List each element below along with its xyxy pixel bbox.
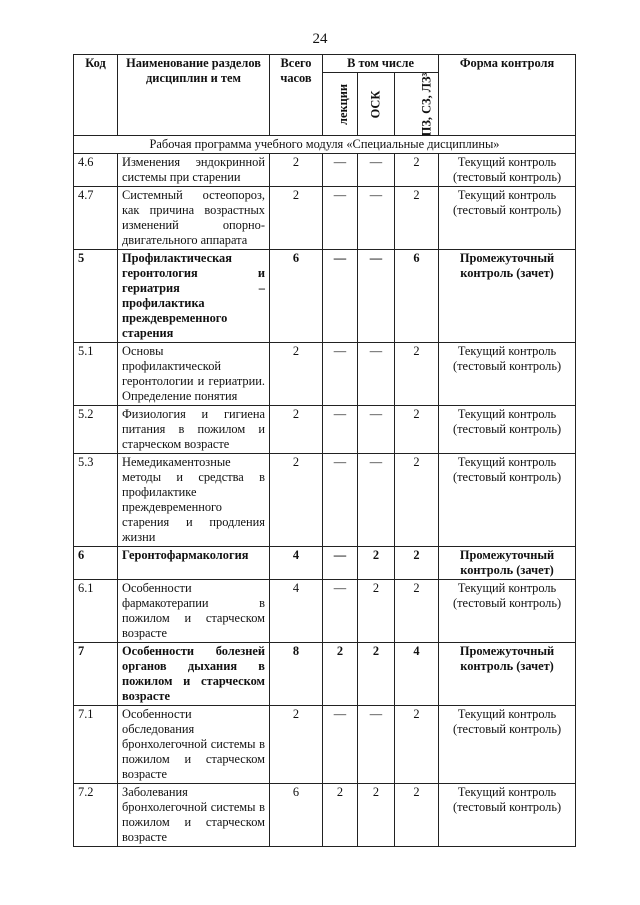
table-row [74, 250, 576, 343]
row-code: 6.1 [74, 580, 118, 643]
row-lectures: — [323, 187, 358, 250]
row-title: Особенности фармакотерапии в пожилом и старческом возрасте [118, 580, 270, 643]
row-osk: — [358, 706, 395, 784]
row-form: Текущий контроль (тестовый контроль) [439, 706, 576, 784]
row-pz: 2 [395, 187, 439, 250]
row-form: Текущий контроль (тестовый контроль) [439, 784, 576, 847]
header-pz: ПЗ, СЗ, ЛЗ³ [395, 73, 439, 136]
row-title: Изменения эндокринной системы при старении [118, 154, 270, 187]
row-title: Физиология и гигиена питания в пожилом и старческом возрасте [118, 406, 270, 454]
row-osk: — [358, 343, 395, 406]
row-lectures: — [323, 343, 358, 406]
header-lectures: лекции [323, 73, 358, 136]
row-total: 8 [270, 643, 323, 706]
row-title: Особенности болезней органов дыхания в пожилом и старческом возрасте [118, 643, 270, 706]
row-code: 7.2 [74, 784, 118, 847]
row-total: 6 [270, 784, 323, 847]
row-code: 5.1 [74, 343, 118, 406]
row-lectures: 2 [323, 643, 358, 706]
curriculum-table [73, 54, 576, 847]
row-osk: 2 [358, 643, 395, 706]
row-pz: 2 [395, 406, 439, 454]
header-code: Код [74, 55, 118, 136]
row-total: 2 [270, 454, 323, 547]
row-title: Особенности обследования бронхолегочной системы в пожилом и старческом возрасте [118, 706, 270, 784]
table-row [74, 580, 576, 643]
row-pz: 2 [395, 154, 439, 187]
row-osk: — [358, 154, 395, 187]
section-title: Рабочая программа учебного модуля «Специальные дисциплины» [74, 136, 576, 154]
row-pz: 6 [395, 250, 439, 343]
header-osk: ОСК [358, 73, 395, 136]
row-code: 5 [74, 250, 118, 343]
row-code: 4.6 [74, 154, 118, 187]
row-title: Основы профилактической геронтологии и гериатрии. Определение понятия [118, 343, 270, 406]
row-pz: 2 [395, 784, 439, 847]
row-form: Текущий контроль (тестовый контроль) [439, 343, 576, 406]
row-pz: 4 [395, 643, 439, 706]
row-code: 7.1 [74, 706, 118, 784]
row-pz: 2 [395, 454, 439, 547]
row-total: 2 [270, 343, 323, 406]
row-total: 4 [270, 580, 323, 643]
row-code: 7 [74, 643, 118, 706]
table-row [74, 187, 576, 250]
row-form: Текущий контроль (тестовый контроль) [439, 580, 576, 643]
row-lectures: 2 [323, 784, 358, 847]
row-code: 5.2 [74, 406, 118, 454]
row-form: Текущий контроль (тестовый контроль) [439, 454, 576, 547]
row-total: 6 [270, 250, 323, 343]
row-lectures: — [323, 250, 358, 343]
header-total: Всего часов [270, 55, 323, 136]
row-form: Промежуточный контроль (зачет) [439, 643, 576, 706]
table-row [74, 343, 576, 406]
row-osk: 2 [358, 580, 395, 643]
row-lectures: — [323, 406, 358, 454]
row-code: 5.3 [74, 454, 118, 547]
row-title: Геронтофармакология [118, 547, 270, 580]
row-form: Текущий контроль (тестовый контроль) [439, 187, 576, 250]
table-row [74, 406, 576, 454]
row-total: 2 [270, 154, 323, 187]
row-total: 2 [270, 187, 323, 250]
row-form: Промежуточный контроль (зачет) [439, 547, 576, 580]
header-name: Наименование разделов дисциплин и тем [118, 55, 270, 136]
row-total: 4 [270, 547, 323, 580]
row-osk: — [358, 454, 395, 547]
row-osk: — [358, 250, 395, 343]
table-row [74, 154, 576, 187]
row-form: Текущий контроль (тестовый контроль) [439, 154, 576, 187]
table-row [74, 643, 576, 706]
header-form: Форма контроля [439, 55, 576, 136]
row-osk: — [358, 187, 395, 250]
table-row [74, 454, 576, 547]
row-lectures: — [323, 706, 358, 784]
row-title: Профилактическая геронтология и гериатрия – профилактика преждевременного старения [118, 250, 270, 343]
row-title: Немедикаментозные методы и средства в профилактике преждевременного старения и продления жизни [118, 454, 270, 547]
row-osk: — [358, 406, 395, 454]
row-title: Заболевания бронхолегочной системы в пожилом и старческом возрасте [118, 784, 270, 847]
row-form: Промежуточный контроль (зачет) [439, 250, 576, 343]
table-row [74, 547, 576, 580]
row-lectures: — [323, 454, 358, 547]
header-including: В том числе [323, 55, 439, 73]
row-total: 2 [270, 406, 323, 454]
row-lectures: — [323, 547, 358, 580]
table-row [74, 706, 576, 784]
row-pz: 2 [395, 580, 439, 643]
row-pz: 2 [395, 706, 439, 784]
row-lectures: — [323, 154, 358, 187]
row-lectures: — [323, 580, 358, 643]
row-pz: 2 [395, 343, 439, 406]
row-code: 6 [74, 547, 118, 580]
row-title: Системный остеопороз, как причина возрастных изменений опорно-двигательного аппарата [118, 187, 270, 250]
table-row [74, 784, 576, 847]
row-osk: 2 [358, 784, 395, 847]
row-total: 2 [270, 706, 323, 784]
row-osk: 2 [358, 547, 395, 580]
row-code: 4.7 [74, 187, 118, 250]
row-form: Текущий контроль (тестовый контроль) [439, 406, 576, 454]
page-number: 24 [312, 31, 328, 47]
row-pz: 2 [395, 547, 439, 580]
